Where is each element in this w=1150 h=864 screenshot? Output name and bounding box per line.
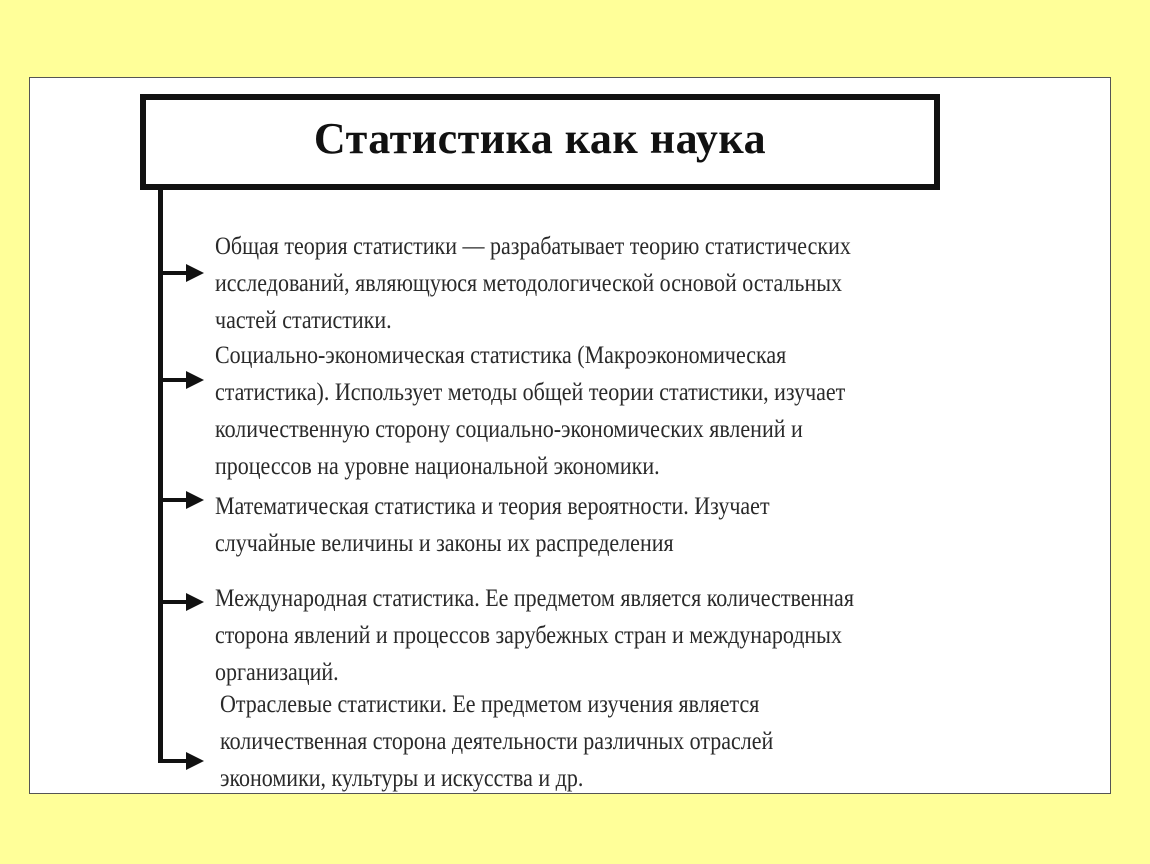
branch-socio-economic: Социально-экономическая статистика (Макроэкономическая статистика). Использует методы общей теории статистики, изучает количественную сторону социально-экономических явлений и процессов на уровне национальной экономики. [215, 342, 846, 480]
title-box [140, 94, 940, 190]
branch-general-theory: Общая теория статистики — разрабатывает теорию статистических исследований, являющуюся методологической основой остальных частей статистики. [215, 233, 851, 334]
branch-arrow-3 [160, 490, 206, 510]
branch-mathematical: Математическая статистика и теория вероятности. Изучает случайные величины и законы их распределения [215, 493, 770, 557]
branch-arrow-1 [160, 263, 206, 283]
branch-arrow-4 [160, 592, 206, 612]
diagram-title: Статистика как наука [313, 113, 767, 163]
branch-international: Международная статистика. Ее предметом является количественная сторона явлений и процессов зарубежных стран и международных организаций. [215, 585, 854, 686]
branch-arrow-5 [160, 751, 206, 771]
branch-arrow-2 [160, 370, 206, 390]
branch-sectoral: Отраслевые статистики. Ее предметом изучения является количественная сторона деятельности различных отраслей экономики, культуры и искусства и др. [220, 691, 774, 792]
